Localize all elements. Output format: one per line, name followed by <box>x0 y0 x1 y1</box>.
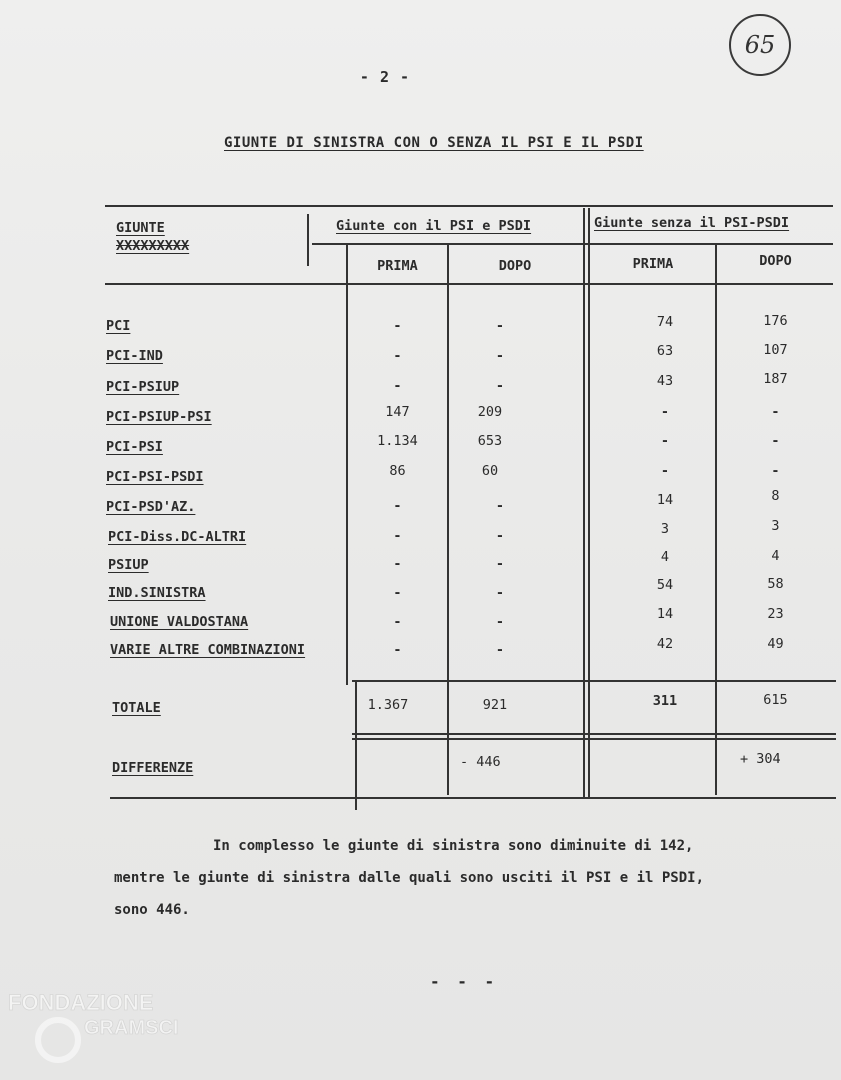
row-label: IND.SINISTRA <box>108 585 206 601</box>
header-without-prima: PRIMA <box>632 256 674 272</box>
row-label: PCI-Diss.DC-ALTRI <box>108 529 247 545</box>
cell-without-prima: - <box>660 404 670 420</box>
cell-without-dopo: 23 <box>767 606 784 622</box>
cell-with-prima: 1.134 <box>377 433 418 449</box>
cell-with-prima: 147 <box>385 404 410 420</box>
header-bottom-rule <box>105 283 833 285</box>
group-header-rule <box>312 243 833 245</box>
cell-with-dopo: 209 <box>477 404 503 420</box>
cell-without-dopo: 176 <box>763 313 788 329</box>
row-label: PCI-PSIUP <box>106 379 180 395</box>
cell-with-dopo: - <box>495 642 505 658</box>
cell-with-prima: - <box>393 585 402 601</box>
cell-without-prima: 4 <box>660 549 670 565</box>
cell-with-prima: - <box>393 614 402 630</box>
cell-with-dopo: - <box>495 556 505 572</box>
label-column-divider <box>307 214 309 266</box>
archive-number-stamp: 65 <box>729 14 791 76</box>
cell-with-prima: - <box>393 498 402 514</box>
cell-with-dopo: - <box>495 498 505 514</box>
document-title: GIUNTE DI SINISTRA CON O SENZA IL PSI E IL PSDI <box>224 135 644 151</box>
cell-with-prima: - <box>393 642 402 658</box>
total-without-dopo: 615 <box>763 692 788 708</box>
cell-without-prima: 54 <box>656 577 674 593</box>
total-label: TOTALE <box>112 700 161 716</box>
cell-without-prima: - <box>660 463 670 479</box>
row-label: PSIUP <box>108 557 149 573</box>
summary-line-3: sono 446. <box>114 902 190 918</box>
cell-without-prima: 43 <box>656 373 674 389</box>
cell-with-dopo: - <box>495 378 505 394</box>
cell-without-prima: 3 <box>660 521 670 537</box>
cell-without-dopo: 58 <box>767 576 784 592</box>
group-header-without: Giunte senza il PSI-PSDI <box>594 215 790 231</box>
total-left-border <box>355 680 357 810</box>
total-bottom-rule-1 <box>352 733 836 735</box>
cell-with-dopo: - <box>495 348 505 364</box>
difference-without: + 304 <box>740 751 781 767</box>
cell-without-prima: 42 <box>656 636 674 652</box>
cell-with-dopo: - <box>495 614 505 630</box>
row-label: PCI-PSIUP-PSI <box>106 409 212 425</box>
watermark-line-1: FONDAZIONE <box>8 990 154 1015</box>
cell-with-prima: - <box>393 318 402 334</box>
group-divider-2 <box>588 208 590 798</box>
total-without-prima: 311 <box>652 693 678 709</box>
cell-without-dopo: - <box>771 463 780 479</box>
header-without-dopo: DOPO <box>759 253 792 269</box>
cell-with-dopo: - <box>495 318 505 334</box>
summary-line-2: mentre le giunte di sinistra dalle quali sono usciti il PSI e il PSDI, <box>114 870 705 886</box>
total-top-rule <box>352 680 836 682</box>
cell-without-dopo: 3 <box>771 518 780 534</box>
cell-without-prima: 14 <box>656 492 674 508</box>
row-label: PCI-PSI-PSDI <box>106 469 204 485</box>
row-label: PCI <box>106 318 131 334</box>
group-header-with: Giunte con il PSI e PSDI <box>336 218 532 234</box>
watermark-g-mark <box>38 1020 78 1060</box>
total-bottom-rule-2 <box>352 738 836 740</box>
table-bottom-rule <box>110 797 836 799</box>
cell-without-prima: 63 <box>656 343 674 359</box>
cell-without-prima: 14 <box>656 606 674 622</box>
row-label: UNIONE VALDOSTANA <box>110 614 249 630</box>
page-number: - 2 - <box>359 68 411 86</box>
cell-without-prima: - <box>660 433 670 449</box>
watermark-line-2: GRAMSCI <box>84 1017 179 1039</box>
total-with-dopo: 921 <box>482 697 508 713</box>
summary-line-1: In complesso le giunte di sinistra sono diminuite di 142, <box>213 838 694 854</box>
row-label: PCI-PSI <box>106 439 163 455</box>
column-header-giunte: GIUNTE <box>116 220 165 236</box>
cell-without-dopo: 8 <box>771 488 780 504</box>
fondazione-gramsci-watermark <box>6 990 216 1070</box>
cell-without-dopo: 187 <box>763 371 788 387</box>
header-with-prima: PRIMA <box>377 258 418 274</box>
cell-with-dopo: 653 <box>477 433 503 449</box>
cell-with-prima: - <box>393 556 402 572</box>
header-with-dopo: DOPO <box>498 258 532 274</box>
cell-without-dopo: - <box>771 433 780 449</box>
cell-without-dopo: - <box>771 404 780 420</box>
cell-with-dopo: - <box>495 585 505 601</box>
cell-with-prima: - <box>393 378 402 394</box>
row-label: VARIE ALTRE COMBINAZIONI <box>110 642 306 658</box>
cell-with-dopo: 60 <box>481 463 499 479</box>
end-mark: - - - <box>430 972 499 991</box>
cell-with-dopo: - <box>495 528 505 544</box>
column-header-struck: XXXXXXXXX <box>116 238 190 254</box>
row-label: PCI-IND <box>106 348 163 364</box>
table-top-rule <box>105 205 833 207</box>
cell-with-prima: - <box>393 348 402 364</box>
cell-without-dopo: 49 <box>767 636 784 652</box>
cell-with-prima: - <box>393 528 402 544</box>
prima-left-border <box>346 245 348 685</box>
total-with-prima: 1.367 <box>367 697 409 713</box>
difference-label: DIFFERENZE <box>112 760 194 776</box>
difference-with: - 446 <box>460 754 501 770</box>
group-divider-1 <box>583 208 585 798</box>
cell-without-dopo: 107 <box>763 342 788 358</box>
cell-without-prima: 74 <box>656 314 674 330</box>
cell-with-prima: 86 <box>389 463 406 479</box>
row-label: PCI-PSD'AZ. <box>106 499 196 515</box>
cell-without-dopo: 4 <box>771 548 780 564</box>
